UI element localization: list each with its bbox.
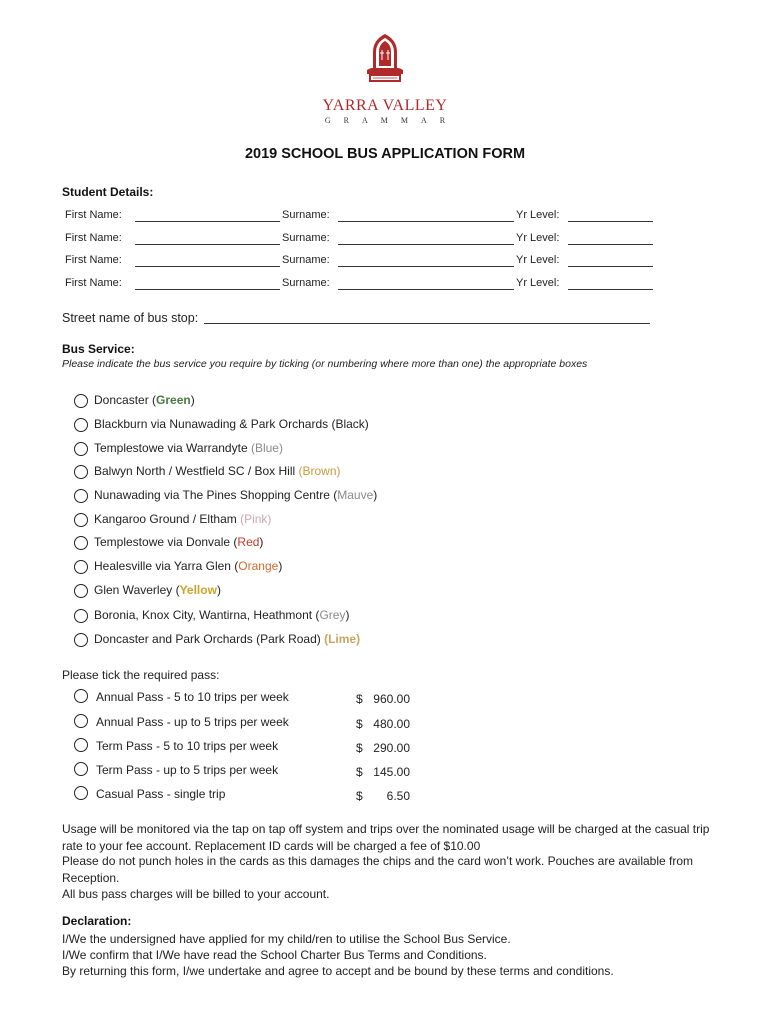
bus-service-label bbox=[94, 535, 263, 549]
street-label: Street name of bus stop: bbox=[62, 311, 199, 325]
bus-service-label bbox=[94, 441, 283, 455]
cards-note: Please do not punch holes in the cards as this damages the chips and the card won’t work. Pouches are available from Reception. bbox=[62, 854, 694, 885]
street-input-line[interactable] bbox=[204, 323, 650, 324]
pass-radio[interactable] bbox=[74, 689, 88, 703]
surname-label: Surname: bbox=[282, 209, 330, 221]
bus-service-route: Templestowe via Warrandyte bbox=[94, 441, 251, 455]
surname-field[interactable] bbox=[338, 221, 514, 222]
bus-service-route: Healesville via Yarra Glen ( bbox=[94, 559, 239, 573]
bus-service-radio[interactable] bbox=[74, 489, 88, 503]
bus-service-radio[interactable] bbox=[74, 536, 88, 550]
bus-service-route: Glen Waverley ( bbox=[94, 583, 180, 597]
bus-service-label bbox=[94, 393, 195, 407]
pass-price: 960.00 bbox=[373, 692, 410, 706]
first-name-field[interactable] bbox=[135, 221, 280, 222]
bus-service-color: Grey bbox=[319, 608, 346, 622]
bus-service-color: Red bbox=[237, 535, 260, 549]
pass-currency: $ bbox=[356, 741, 363, 755]
bus-service-route: Doncaster and Park Orchards (Park Road) bbox=[94, 632, 325, 646]
bus-service-label bbox=[94, 512, 271, 526]
bus-service-color: Yellow bbox=[179, 583, 217, 597]
bus-service-color: (Blue) bbox=[250, 441, 283, 455]
student-details-heading: Student Details: bbox=[62, 185, 154, 199]
first-name-label: First Name: bbox=[65, 254, 122, 266]
pass-currency: $ bbox=[356, 692, 363, 706]
bus-service-label bbox=[94, 583, 221, 597]
usage-note: Usage will be monitored via the tap on tap off system and trips over the nominated usage will be charged at the casual trip rate to your fee account. Replacement ID cards will be charged a fee of $10.00 bbox=[62, 822, 710, 853]
pass-radio[interactable] bbox=[74, 738, 88, 752]
bus-service-color: Orange bbox=[238, 559, 279, 573]
bus-service-label bbox=[94, 559, 282, 573]
pass-label: Annual Pass - 5 to 10 trips per week bbox=[96, 690, 289, 704]
bus-service-route: Nunawading via The Pines Shopping Centre ( bbox=[94, 488, 338, 502]
bus-service-radio[interactable] bbox=[74, 633, 88, 647]
bus-service-instruction: Please indicate the bus service you require by ticking (or numbering where more than one) the appropriate boxes bbox=[62, 358, 588, 370]
yr-level-label: Yr Level: bbox=[516, 232, 560, 244]
bus-service-suffix: ) bbox=[216, 583, 221, 597]
surname-field[interactable] bbox=[338, 289, 514, 290]
pass-price: 290.00 bbox=[373, 741, 410, 755]
school-subtitle: GRAMMAR bbox=[324, 116, 459, 125]
first-name-field[interactable] bbox=[135, 244, 280, 245]
bus-service-suffix: ) bbox=[345, 608, 350, 622]
first-name-label: First Name: bbox=[65, 209, 122, 221]
bus-service-radio[interactable] bbox=[74, 465, 88, 479]
bus-service-route: Doncaster ( bbox=[94, 393, 157, 407]
pass-label: Casual Pass - single trip bbox=[96, 787, 226, 801]
billing-note: All bus pass charges will be billed to your account. bbox=[62, 887, 330, 901]
yr-level-field[interactable] bbox=[568, 221, 653, 222]
first-name-field[interactable] bbox=[135, 266, 280, 267]
bus-service-suffix: ) bbox=[259, 535, 264, 549]
pass-radio[interactable] bbox=[74, 762, 88, 776]
bus-service-label bbox=[94, 464, 341, 478]
yr-level-label: Yr Level: bbox=[516, 254, 560, 266]
bus-service-route: Balwyn North / Westfield SC / Box Hill bbox=[94, 464, 299, 478]
pass-price: 6.50 bbox=[386, 789, 410, 803]
bus-service-radio[interactable] bbox=[74, 560, 88, 574]
declaration-line-1: I/We the undersigned have applied for my child/ren to utilise the School Bus Service. bbox=[62, 932, 511, 946]
pass-price: 480.00 bbox=[373, 717, 410, 731]
bus-service-heading: Bus Service: bbox=[62, 342, 135, 356]
bus-service-label bbox=[94, 417, 369, 431]
pass-label: Annual Pass - up to 5 trips per week bbox=[96, 715, 289, 729]
bus-service-label bbox=[94, 608, 349, 622]
yr-level-field[interactable] bbox=[568, 266, 653, 267]
pass-currency: $ bbox=[356, 765, 363, 779]
bus-service-color: (Pink) bbox=[240, 512, 272, 526]
bus-service-radio[interactable] bbox=[74, 513, 88, 527]
declaration-line-3: By returning this form, I/we undertake and agree to accept and be bound by these terms and conditions. bbox=[62, 964, 614, 978]
surname-label: Surname: bbox=[282, 277, 330, 289]
bus-service-color: (Lime) bbox=[324, 632, 361, 646]
yr-level-label: Yr Level: bbox=[516, 209, 560, 221]
bus-service-suffix: ) bbox=[190, 393, 195, 407]
yr-level-field[interactable] bbox=[568, 244, 653, 245]
passes-heading: Please tick the required pass: bbox=[62, 668, 220, 682]
surname-field[interactable] bbox=[338, 266, 514, 267]
page-title: 2019 SCHOOL BUS APPLICATION FORM bbox=[244, 146, 526, 162]
bus-service-color: (Brown) bbox=[298, 464, 341, 478]
bus-service-label bbox=[94, 632, 360, 646]
first-name-field[interactable] bbox=[135, 289, 280, 290]
surname-field[interactable] bbox=[338, 244, 514, 245]
surname-label: Surname: bbox=[282, 254, 330, 266]
bus-service-label bbox=[94, 488, 377, 502]
declaration-line-2: I/We confirm that I/We have read the School Charter Bus Terms and Conditions. bbox=[62, 948, 487, 962]
bus-service-radio[interactable] bbox=[74, 609, 88, 623]
bus-service-route: Templestowe via Donvale ( bbox=[94, 535, 238, 549]
pass-currency: $ bbox=[356, 717, 363, 731]
yr-level-label: Yr Level: bbox=[516, 277, 560, 289]
school-crest-logo bbox=[355, 30, 415, 90]
bus-service-route: Blackburn via Nunawading & Park Orchards (Black) bbox=[94, 417, 369, 431]
yr-level-field[interactable] bbox=[568, 289, 653, 290]
first-name-label: First Name: bbox=[65, 277, 122, 289]
bus-service-color: Green bbox=[156, 393, 191, 407]
bus-service-route: Kangaroo Ground / Eltham bbox=[94, 512, 241, 526]
bus-service-color: Mauve bbox=[337, 488, 374, 502]
declaration-heading: Declaration: bbox=[62, 914, 132, 928]
pass-radio[interactable] bbox=[74, 786, 88, 800]
school-name: YARRA VALLEY bbox=[322, 97, 448, 114]
bus-service-route: Boronia, Knox City, Wantirna, Heathmont ( bbox=[94, 608, 320, 622]
bus-service-radio[interactable] bbox=[74, 584, 88, 598]
bus-service-radio[interactable] bbox=[74, 442, 88, 456]
bus-service-suffix: ) bbox=[278, 559, 283, 573]
bus-service-radio[interactable] bbox=[74, 394, 88, 408]
first-name-label: First Name: bbox=[65, 232, 122, 244]
pass-radio[interactable] bbox=[74, 714, 88, 728]
surname-label: Surname: bbox=[282, 232, 330, 244]
bus-service-radio[interactable] bbox=[74, 418, 88, 432]
pass-label: Term Pass - 5 to 10 trips per week bbox=[96, 739, 279, 753]
pass-price: 145.00 bbox=[373, 765, 410, 779]
pass-currency: $ bbox=[356, 789, 363, 803]
pass-label: Term Pass - up to 5 trips per week bbox=[96, 763, 279, 777]
bus-service-suffix: ) bbox=[373, 488, 378, 502]
